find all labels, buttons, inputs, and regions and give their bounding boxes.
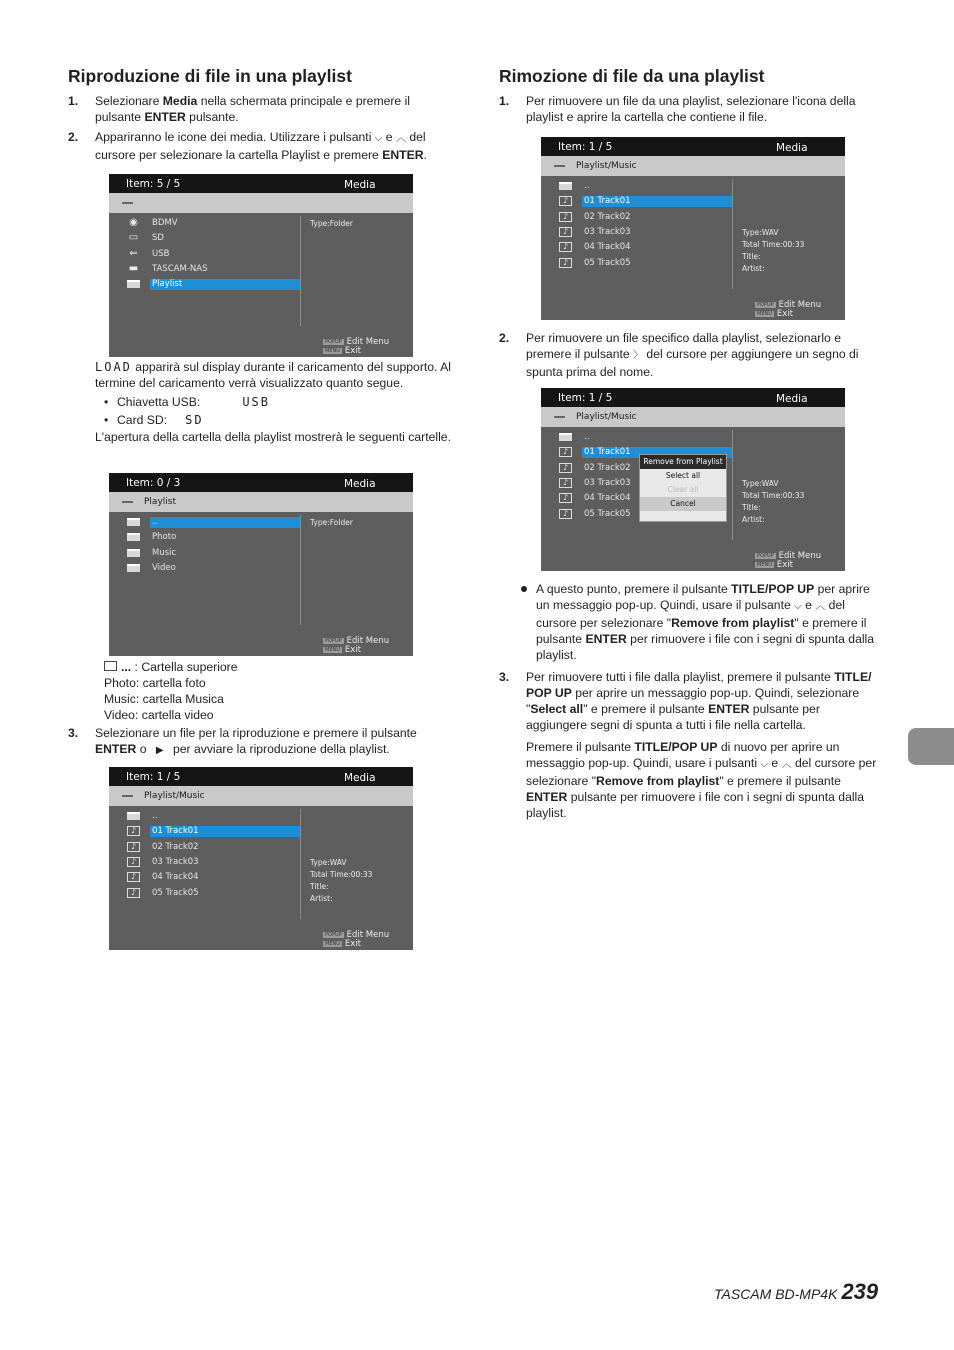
key-hints: POPUP Edit Menu MENU Exit bbox=[757, 551, 822, 570]
track-icon: ♪ bbox=[559, 493, 572, 503]
list-item[interactable]: ♪ 01 Track01 bbox=[559, 195, 734, 208]
info-panel: Type:WAV Total Time:00:33 Title: Artist: bbox=[742, 479, 805, 524]
path-bar bbox=[109, 786, 413, 806]
key-hints: POPUP Edit Menu MENU Exit bbox=[325, 930, 390, 949]
list-item[interactable]: Music bbox=[127, 547, 302, 560]
track-icon: ♪ bbox=[127, 888, 140, 898]
scrollbar[interactable] bbox=[300, 216, 301, 326]
list-item[interactable]: ♪ 05 Track05 bbox=[559, 257, 734, 270]
list-item[interactable]: ▭ SD bbox=[128, 232, 164, 244]
track-icon: ♪ bbox=[559, 242, 572, 252]
track-icon: ♪ bbox=[127, 872, 140, 882]
popup-bullet: A questo punto, premere il pulsante TITLE/POP UP per aprire un messaggio pop-up. Quindi, usare il pulsante ⌵ e ︿ del cursore per selezionare "Remove from playlist" e premere il pulsante ENTER per rimuovere i file con i segni di spunta dalla playlist. bbox=[499, 581, 879, 663]
info-panel: Type:WAV Total Time:00:33 Title: Artist: bbox=[742, 228, 805, 273]
popup-item[interactable]: Clear all bbox=[667, 485, 699, 494]
section-title: Riproduzione di file in una playlist bbox=[68, 66, 352, 86]
screen-remove-popup bbox=[541, 388, 845, 571]
track-icon: ♪ bbox=[559, 196, 572, 206]
list-item[interactable]: ♪ 03 Track03 bbox=[127, 856, 302, 869]
media-icon: ▬ bbox=[128, 262, 139, 274]
folder-icon bbox=[127, 564, 140, 572]
list-item[interactable]: ♪ 04 Track04 bbox=[127, 871, 302, 884]
folder-icon bbox=[559, 433, 572, 441]
screen-playlist-folders bbox=[109, 473, 413, 656]
list-item[interactable]: .. bbox=[127, 516, 302, 529]
item-counter: Item: 1 / 5 bbox=[126, 771, 181, 783]
item-counter: Item: 0 / 3 bbox=[126, 477, 181, 489]
left-column bbox=[68, 66, 458, 167]
list-item[interactable]: ♪ 02 Track02 bbox=[127, 841, 302, 854]
track-icon: ♪ bbox=[127, 842, 140, 852]
list-item[interactable]: ♪ 03 Track03 bbox=[559, 477, 734, 490]
scrollbar[interactable] bbox=[732, 179, 733, 289]
screen-header bbox=[109, 174, 413, 193]
list-item[interactable]: .. bbox=[559, 180, 734, 193]
scrollbar[interactable] bbox=[300, 809, 301, 919]
info-panel: Type:WAV Total Time:00:33 Title: Artist: bbox=[310, 858, 373, 903]
screen-header bbox=[541, 388, 845, 407]
path-text: Playlist/Music bbox=[576, 161, 637, 171]
list-item[interactable]: ♪ 01 Track01 bbox=[559, 446, 734, 459]
path-bar bbox=[109, 492, 413, 512]
scrollbar[interactable] bbox=[732, 430, 733, 540]
cursor-right-icon: 〉 bbox=[633, 350, 644, 361]
list-item[interactable]: ♪ 05 Track05 bbox=[559, 508, 734, 521]
folder-icon bbox=[127, 280, 140, 288]
list-item[interactable]: Photo bbox=[127, 531, 302, 544]
list-item[interactable]: ♪ 01 Track01 bbox=[127, 825, 302, 838]
folder-legend: ... : Cartella superiore Photo: cartella foto Music: cartella Musica Video: cartella video bbox=[104, 660, 238, 722]
cursor-up-icon: ︿ bbox=[815, 601, 826, 612]
step-1: 1. Selezionare Media nella schermata principale e premere il pulsante ENTER pulsante. bbox=[68, 94, 411, 124]
open-folder-text: L'apertura della cartella della playlist mostrerà le seguenti cartelle. bbox=[95, 430, 451, 444]
screen-header bbox=[109, 767, 413, 786]
track-icon: ♪ bbox=[559, 447, 572, 457]
step-3: 3. Selezionare un file per la riproduzione e premere il pulsante ENTER o ▶ per avviare la riproduzione della playlist. bbox=[68, 725, 458, 759]
folder-icon bbox=[127, 533, 140, 541]
page-footer: TASCAM BD-MP4K 239 bbox=[714, 1279, 879, 1304]
screen-playlist-music bbox=[109, 767, 413, 950]
step-2: 2. Appariranno le icone dei media. Utilizzare i pulsanti ⌵ e ︿ del cursore per selezionare la cartella Playlist e premere ENTER. bbox=[68, 130, 427, 162]
folder-icon bbox=[127, 549, 140, 557]
path-text: Playlist bbox=[144, 497, 176, 507]
popup-menu[interactable] bbox=[639, 454, 727, 522]
track-icon: ♪ bbox=[559, 227, 572, 237]
right-column: Rimozione di file da una playlist 1. Per rimuovere un file da una playlist, selezionare l'icona della playlist e aprire la cartella che contiene il file. bbox=[499, 66, 879, 129]
item-counter: Item: 5 / 5 bbox=[126, 178, 181, 190]
list-item[interactable]: ♪ 02 Track02 bbox=[559, 462, 734, 475]
list-item[interactable]: Video bbox=[127, 562, 302, 575]
item-counter: Item: 1 / 5 bbox=[558, 392, 613, 404]
track-icon: ♪ bbox=[559, 258, 572, 268]
key-hints: POPUP Edit Menu MENU Exit bbox=[325, 337, 390, 356]
media-label: Media bbox=[776, 393, 808, 405]
key-hints: POPUP Edit Menu MENU Exit bbox=[325, 636, 390, 655]
track-icon: ♪ bbox=[559, 463, 572, 473]
track-icon: ♪ bbox=[559, 212, 572, 222]
folder-icon bbox=[104, 661, 117, 671]
popup-item[interactable]: Remove from Playlist bbox=[640, 455, 726, 469]
media-icon: ◉ bbox=[129, 217, 138, 228]
cursor-up-icon: ︿ bbox=[395, 133, 406, 144]
track-icon: ♪ bbox=[127, 826, 140, 836]
list-item[interactable]: .. bbox=[559, 431, 734, 444]
list-item[interactable]: Playlist bbox=[127, 278, 302, 291]
media-label: Media bbox=[344, 772, 376, 784]
path-text: Playlist/Music bbox=[144, 791, 205, 801]
path-bar bbox=[541, 156, 845, 176]
popup-item[interactable]: Cancel bbox=[640, 497, 726, 511]
list-item[interactable]: ♪ 03 Track03 bbox=[559, 226, 734, 239]
list-item[interactable]: ⇐ USB bbox=[127, 248, 302, 261]
list-item[interactable]: ▬ TASCAM-NAS bbox=[128, 262, 208, 274]
path-bar bbox=[109, 193, 413, 213]
media-icon: ⇐ bbox=[129, 247, 138, 259]
cursor-down-icon: ⌵ bbox=[374, 133, 383, 144]
track-icon: ♪ bbox=[559, 478, 572, 488]
media-icon: ▭ bbox=[128, 232, 139, 244]
screen-remove-select bbox=[541, 137, 845, 320]
folder-icon bbox=[127, 812, 140, 820]
list-item[interactable]: .. bbox=[127, 810, 302, 823]
section-title-right: Rimozione di file da una playlist bbox=[499, 66, 765, 86]
scrollbar[interactable] bbox=[300, 515, 301, 625]
list-item[interactable]: ♪ 05 Track05 bbox=[127, 887, 302, 900]
load-paragraph: LOAD apparirà sul display durante il caricamento del supporto. Al termine del caricamento verrà visualizzato quanto segue. • Chiavetta USB: USB • Card SD: SD L'apertura della cartella della playlist mostrerà le seguenti cartelle. bbox=[95, 359, 460, 445]
track-icon: ♪ bbox=[127, 857, 140, 867]
section-tab bbox=[908, 728, 954, 765]
path-bar bbox=[541, 407, 845, 427]
media-label: Media bbox=[776, 142, 808, 154]
media-label: Media bbox=[344, 478, 376, 490]
key-hints: POPUP Edit Menu MENU Exit bbox=[757, 300, 822, 319]
list-item[interactable]: ♪ 04 Track04 bbox=[559, 241, 734, 254]
folder-icon bbox=[559, 182, 572, 190]
screen-header bbox=[109, 473, 413, 492]
info-panel: Type:Folder bbox=[310, 219, 353, 228]
usb-bullet: • Chiavetta USB: USB bbox=[95, 393, 460, 411]
sd-bullet: • Card SD: SD bbox=[95, 411, 460, 429]
popup-item[interactable]: Select all bbox=[665, 471, 701, 480]
track-icon: ♪ bbox=[559, 509, 572, 519]
play-icon: ▶ bbox=[155, 745, 164, 756]
info-panel: Type:Folder bbox=[310, 518, 353, 527]
item-counter: Item: 1 / 5 bbox=[558, 141, 613, 153]
cursor-down-icon: ⌵ bbox=[794, 601, 802, 612]
folder-icon bbox=[127, 518, 140, 526]
media-label: Media bbox=[344, 179, 376, 191]
screen-media-menu bbox=[109, 174, 413, 357]
list-item[interactable]: ◉ BDMV bbox=[127, 217, 302, 230]
path-text: Playlist/Music bbox=[576, 412, 637, 422]
list-item[interactable]: ♪ 04 Track04 bbox=[559, 492, 734, 505]
list-item[interactable]: ♪ 02 Track02 bbox=[559, 211, 734, 224]
screen-header bbox=[541, 137, 845, 156]
